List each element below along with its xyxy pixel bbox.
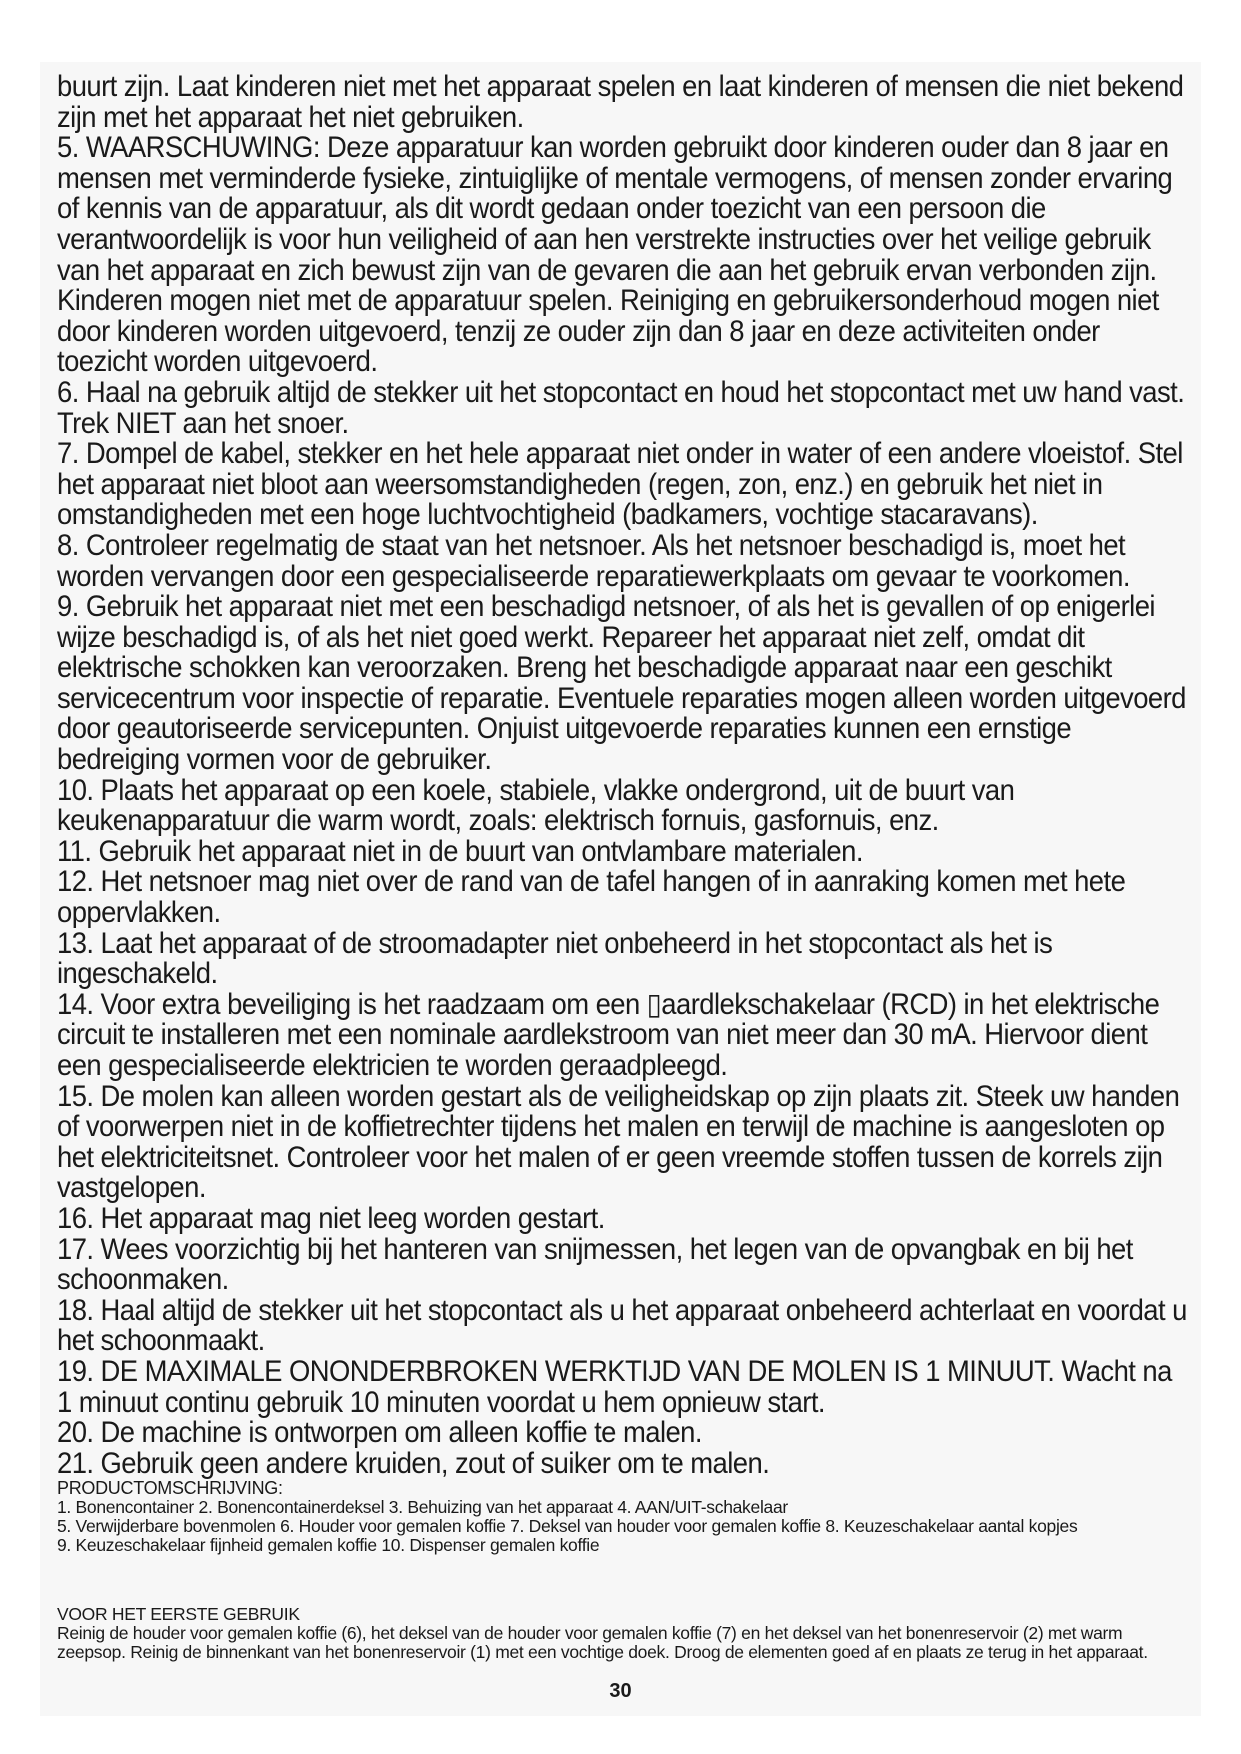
- safety-paragraph: 18. Haal altijd de stekker uit het stopcontact als u het apparaat onbeheerd achterlaat en voordat u het schoonmaakt.: [57, 1293, 1187, 1358]
- safety-paragraph: 21. Gebruik geen andere kruiden, zout of suiker om te malen.: [57, 1446, 770, 1480]
- product-description: [57, 1479, 1191, 1555]
- safety-paragraph: 14. Voor extra beveiliging is het raadzaam om een ▯aardlekschakelaar (RCD) in het elektrische circuit te installeren met een nominale aardlekstroom van niet meer dan 30 mA. Hiervoor dient een gespecialiseerde elektricien te worden geraadpleegd.: [57, 987, 1160, 1082]
- page-number: 30: [609, 1680, 632, 1702]
- safety-paragraph: 20. De machine is ontworpen om alleen koffie te malen.: [57, 1416, 702, 1450]
- safety-paragraph: 8. Controleer regelmatig de staat van het netsnoer. Als het netsnoer beschadigd is, moet het worden vervangen door een gespecialiseerde reparatiewerkplaats om gevaar te voorkomen.: [57, 528, 1130, 593]
- first-use-text: Reinig de houder voor gemalen koffie (6), het deksel van de houder voor gemalen koffie (7) en het deksel van het bonenreservoir (2) met warm zeepsop. Reinig de binnenkant van het bonenreservoir (1) met een vochtige doek. Droog de elementen goed af en plaats ze terug in het apparaat.: [57, 1623, 1148, 1663]
- safety-paragraph: 11. Gebruik het apparaat niet in de buurt van ontvlambare materialen.: [57, 834, 863, 868]
- first-use-section: [57, 1605, 1191, 1662]
- safety-paragraph: 15. De molen kan alleen worden gestart als de veiligheidskap op zijn plaats zit. Steek uw handen of voorwerpen niet in de koffietrechter tijdens het malen en terwijl de machine is aangesloten op het elektriciteitsnet. Controleer voor het malen of er geen vreemde stoffen tussen de korrels zijn vastgelopen.: [57, 1079, 1180, 1205]
- safety-paragraph: 5. WAARSCHUWING: Deze apparatuur kan worden gebruikt door kinderen ouder dan 8 jaar en mensen met verminderde fysieke, zintuiglijke of mentale vermogens, of mensen zonder ervaring of kennis van de apparatuur, als dit wordt gedaan onder toezicht van een persoon die verantwoordelijk is voor hun veiligheid of aan hen verstrekte instructies over het veilige gebruik van het apparaat en zich bewust zijn van de gevaren die aan het gebruik ervan verbonden zijn. Kinderen mogen niet met de apparatuur spelen. Reiniging en gebruikersonderhoud mogen niet door kinderen worden uitgevoerd, tenzij ze ouder zijn dan 8 jaar en deze activiteiten onder toezicht worden uitgevoerd.: [57, 131, 1173, 379]
- safety-paragraph: 16. Het apparaat mag niet leeg worden gestart.: [57, 1201, 605, 1235]
- safety-paragraph: 7. Dompel de kabel, stekker en het hele apparaat niet onder in water of een andere vloeistof. Stel het apparaat niet bloot aan weersomstandigheden (regen, zon, enz.) en gebruik het niet in omstandigheden met een hoge luchtvochtigheid (badkamers, vochtige stacaravans).: [57, 437, 1183, 532]
- safety-paragraph: 6. Haal na gebruik altijd de stekker uit het stopcontact en houd het stopcontact met uw hand vast. Trek NIET aan het snoer.: [57, 375, 1185, 440]
- product-description-line: 9. Keuzeschakelaar fijnheid gemalen koffie 10. Dispenser gemalen koffie: [57, 1535, 600, 1556]
- safety-paragraph: 12. Het netsnoer mag niet over de rand van de tafel hangen of in aanraking komen met hete oppervlakken.: [57, 865, 1126, 930]
- product-description-line: 5. Verwijderbare bovenmolen 6. Houder voor gemalen koffie 7. Deksel van houder voor gemalen koffie 8. Keuzeschakelaar aantal kopjes: [57, 1516, 1078, 1537]
- safety-paragraph: 9. Gebruik het apparaat niet met een beschadigd netsnoer, of als het is gevallen of op enigerlei wijze beschadigd is, of als het niet goed werkt. Repareer het apparaat niet zelf, omdat dit elektrische schokken kan veroorzaken. Breng het beschadigde apparaat naar een geschikt servicecentrum voor inspectie of reparatie. Eventuele reparaties mogen alleen worden uitgevoerd door geautoriseerde servicepunten. Onjuist uitgevoerde reparaties kunnen een ernstige bedreiging vormen voor de gebruiker.: [57, 590, 1186, 777]
- product-description-heading: PRODUCTOMSCHRIJVING:: [57, 1478, 283, 1499]
- safety-paragraph: 19. DE MAXIMALE ONONDERBROKEN WERKTIJD VAN DE MOLEN IS 1 MINUUT. Wacht na 1 minuut continu gebruik 10 minuten voordat u hem opnieuw start.: [57, 1354, 1172, 1419]
- safety-paragraph: 10. Plaats het apparaat op een koele, stabiele, vlakke ondergrond, uit de buurt van keukenapparatuur die warm wordt, zoals: elektrisch fornuis, gasfornuis, enz.: [57, 773, 1015, 838]
- safety-paragraph: 17. Wees voorzichtig bij het hanteren van snijmessen, het legen van de opvangbak en bij het schoonmaken.: [57, 1232, 1133, 1297]
- safety-paragraph: 13. Laat het apparaat of de stroomadapter niet onbeheerd in het stopcontact als het is ingeschakeld.: [57, 926, 1053, 991]
- safety-instructions: [57, 72, 1191, 1479]
- page-content: [57, 72, 1191, 1662]
- first-use-heading: VOOR HET EERSTE GEBRUIK: [57, 1604, 300, 1625]
- product-description-line: 1. Bonencontainer 2. Bonencontainerdeksel 3. Behuizing van het apparaat 4. AAN/UIT-schakelaar: [57, 1497, 788, 1518]
- safety-paragraph: buurt zijn. Laat kinderen niet met het apparaat spelen en laat kinderen of mensen die niet bekend zijn met het apparaat het niet gebruiken.: [57, 70, 1184, 134]
